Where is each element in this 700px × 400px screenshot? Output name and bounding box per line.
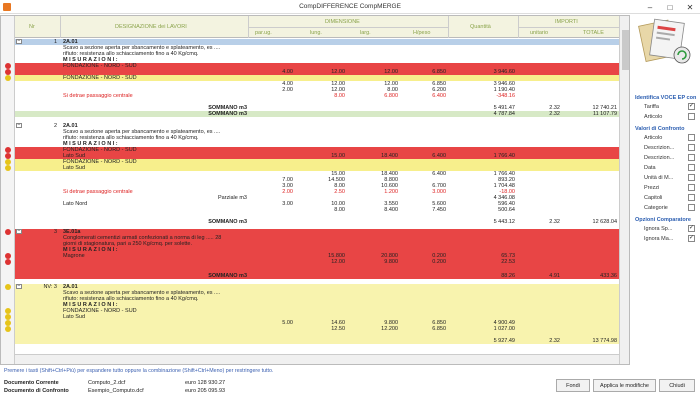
header-designation: DESIGNAZIONE dei LAVORI — [115, 24, 187, 30]
length-value: 15.00 — [331, 153, 345, 159]
partial-label: Parziale m3 — [217, 195, 247, 201]
item-description: giorni di stagionatura, pari a 250 Kg/cmq. per solette. — [63, 241, 193, 247]
header-total: TOTALE — [583, 30, 604, 36]
maximize-button[interactable]: □ — [667, 2, 673, 12]
option-checkbox[interactable] — [688, 194, 695, 201]
length-value: 12.00 — [331, 81, 345, 87]
header-larg: larg. — [360, 30, 371, 36]
quantity-value: 3 946.60 — [493, 81, 515, 87]
length-value: 10.00 — [331, 201, 345, 207]
width-value: 18.400 — [381, 153, 398, 159]
header-lung: lung. — [310, 30, 322, 36]
height-value: 6.200 — [432, 87, 446, 93]
width-value: 8.800 — [384, 177, 398, 183]
height-value: 5.600 — [432, 201, 446, 207]
horizontal-scrollbar[interactable] — [15, 354, 619, 364]
options-section-title: Valori di Confronto — [635, 126, 685, 132]
width-value: 10.600 — [381, 183, 398, 189]
item-description: M I S U R A Z I O N I : — [63, 141, 118, 147]
quantity-value: -18.00 — [499, 189, 515, 195]
width-value: 6.800 — [384, 93, 398, 99]
option-label: Articolo — [644, 135, 663, 141]
item-description: rifiuto: resistenza allo schiacciamento fino a 40 Kg/cmq. — [63, 296, 199, 302]
width-value: 20.800 — [381, 253, 398, 259]
measure-description: FONDAZIONE - NORD - SUD — [63, 147, 137, 153]
length-value: 14.60 — [331, 320, 345, 326]
length-value: 15.800 — [328, 253, 345, 259]
unit-price: 2.32 — [549, 338, 560, 344]
compare-document-file: Esempio_Computo.dcf — [88, 388, 144, 394]
measure-description: Lato Sud — [63, 165, 86, 171]
length-value: 12.50 — [331, 326, 345, 332]
header-unit-price: unitario — [530, 30, 549, 36]
measure-description: FONDAZIONE - NORD - SUD — [63, 159, 137, 165]
length-value: 8.00 — [334, 183, 345, 189]
height-value: 6.850 — [432, 326, 446, 332]
option-label: Capitoli — [644, 195, 663, 201]
height-value: 0.200 — [432, 259, 446, 265]
quantity-value: 1 766.40 — [493, 171, 515, 177]
quantity-value: 3 946.60 — [493, 69, 515, 75]
unit-price: 2.32 — [549, 105, 560, 111]
length-value: 12.00 — [331, 69, 345, 75]
width-value: 9.800 — [384, 259, 398, 265]
par-ug-value: 7.00 — [282, 177, 293, 183]
measure-description: FONDAZIONE - NORD - SUD — [63, 308, 137, 314]
item-description: Scavo a sezione aperta per sbancamento e splateamento, es .... — [63, 290, 221, 296]
header-amounts: IMPORTI — [555, 19, 578, 25]
minimize-button[interactable]: – — [647, 2, 653, 12]
header-dimensions: DIMENSIONE — [325, 19, 360, 25]
measure-description: Si detrae passaggio centrale — [63, 189, 133, 195]
item-number: NV: 3 — [43, 284, 57, 290]
item-description: Scavo a sezione aperta per sbancamento e splateamento, es .... — [63, 129, 221, 135]
quantity-value: 22.53 — [501, 259, 515, 265]
width-value: 12.200 — [381, 326, 398, 332]
item-description: rifiuto: resistenza allo schiacciamento fino a 40 Kg/cmq. — [63, 135, 199, 141]
measure-description: Lato Sud — [63, 153, 86, 159]
title-bar — [0, 0, 700, 14]
header-quantity: Quantità — [470, 24, 491, 30]
option-checkbox[interactable] — [688, 184, 695, 191]
option-checkbox[interactable] — [688, 174, 695, 181]
measure-description: FONDAZIONE - NORD - SUD — [63, 75, 137, 81]
length-value: 8.00 — [334, 207, 345, 213]
height-value: 6.850 — [432, 81, 446, 87]
change-marker-icon[interactable] — [5, 284, 11, 290]
height-value: 6.850 — [432, 320, 446, 326]
change-marker-icon[interactable] — [5, 326, 11, 332]
measure-description: Lato Sud — [63, 314, 86, 320]
expand-collapse-hint: Premere i tasti (Shift+Ctrl+Più) per espandere tutto oppure la combinazione (Shift+Ctrl+Meno) per restringere tutto. — [4, 368, 274, 374]
total-amount: 12 628.04 — [592, 219, 617, 225]
par-ug-value: 2.00 — [282, 189, 293, 195]
width-value: 3.550 — [384, 201, 398, 207]
length-value: 12.00 — [331, 87, 345, 93]
grid-header — [15, 16, 619, 38]
total-quantity: 5 443.12 — [493, 219, 515, 225]
par-ug-value: 4.00 — [282, 69, 293, 75]
width-value: 8.00 — [387, 87, 398, 93]
item-code: 2A.01 — [63, 284, 78, 290]
item-description: Scavo a sezione aperta per sbancamento e splateamento, es .... — [63, 45, 221, 51]
current-document-label: Documento Corrente — [4, 380, 59, 386]
total-amount: 12 740.21 — [592, 105, 617, 111]
height-value: 0.200 — [432, 253, 446, 259]
item-code: 2A.01 — [63, 123, 78, 129]
collapse-toggle-icon[interactable]: − — [17, 39, 21, 44]
close-button[interactable]: Chiudi — [659, 379, 695, 392]
option-label: Ignora Sp... — [644, 226, 673, 232]
option-checkbox[interactable] — [688, 134, 695, 141]
length-value: 8.00 — [334, 93, 345, 99]
item-description: Conglomerati cementizi armati confezionati a norma di leg ..... 28 — [63, 235, 222, 241]
measure-description: Si detrae passaggio centrale — [63, 93, 133, 99]
option-label: Data — [644, 165, 656, 171]
options-section-title: Opzioni Comparatore — [635, 217, 691, 223]
quantity-value: 596.40 — [498, 201, 515, 207]
quantity-value: 893.20 — [498, 177, 515, 183]
compare-document-label: Documento di Confronto — [4, 388, 69, 394]
option-label: Descrizion... — [644, 155, 675, 161]
window-title: CompDIFFERENCE CompMERGE — [299, 3, 401, 10]
item-number: 1 — [53, 39, 57, 45]
table-row[interactable] — [15, 265, 619, 273]
option-checkbox[interactable]: ✓ — [689, 225, 695, 231]
quantity-value: 4 900.49 — [493, 320, 515, 326]
par-ug-value: 4.00 — [282, 81, 293, 87]
option-checkbox[interactable] — [688, 144, 695, 151]
scroll-thumb[interactable] — [622, 30, 630, 70]
option-checkbox[interactable] — [688, 164, 695, 171]
total-quantity: 4 787.84 — [493, 111, 515, 117]
height-value: 6.400 — [432, 153, 446, 159]
unit-price: 4.91 — [549, 273, 560, 279]
option-label: Tariffa — [644, 104, 659, 110]
item-description: rifiuto: resistenza allo schiacciamento fino a 40 Kg/cmq. — [63, 51, 199, 57]
option-label: Articolo — [644, 114, 663, 120]
option-checkbox[interactable] — [688, 154, 695, 161]
width-value: 12.00 — [384, 69, 398, 75]
item-description: M I S U R A Z I O N I : — [63, 57, 118, 63]
length-value: 15.00 — [331, 171, 345, 177]
height-value: 7.450 — [432, 207, 446, 213]
item-number: 3 — [53, 229, 57, 235]
quantity-value: 65.73 — [501, 253, 515, 259]
close-window-button[interactable]: ✕ — [686, 2, 694, 12]
option-label: Ignora Ma... — [644, 236, 674, 242]
item-number: 2 — [53, 123, 57, 129]
item-code: 2A.01 — [63, 39, 78, 45]
collapse-toggle-icon[interactable]: − — [17, 284, 21, 289]
width-value: 8.400 — [384, 207, 398, 213]
total-quantity: 5 491.47 — [493, 105, 515, 111]
total-amount: 13 774.98 — [592, 338, 617, 344]
comparison-grid[interactable] — [0, 15, 630, 365]
collapse-toggle-icon[interactable]: − — [17, 229, 21, 234]
header-par-ug: par.ug. — [255, 30, 272, 36]
par-ug-value: 3.00 — [282, 201, 293, 207]
vertical-scrollbar[interactable] — [619, 16, 630, 365]
width-value: 9.800 — [384, 320, 398, 326]
length-value: 14.500 — [328, 177, 345, 183]
quantity-value: 1 190.40 — [493, 87, 515, 93]
options-section-title: Identifica VOCE EP con — [635, 95, 697, 101]
quantity-value: 1 027.00 — [493, 326, 515, 332]
current-document-amount: euro 128 930.27 — [185, 380, 226, 386]
width-value: 18.400 — [381, 171, 398, 177]
height-value: 3.000 — [432, 189, 446, 195]
merge-button[interactable]: Fondi — [556, 379, 590, 392]
quantity-value: 500.64 — [498, 207, 515, 213]
quantity-value: -348.16 — [496, 93, 515, 99]
height-value: 6.400 — [432, 93, 446, 99]
change-marker-icon[interactable] — [5, 75, 11, 81]
width-value: 1.200 — [384, 189, 398, 195]
length-value: 12.00 — [331, 259, 345, 265]
total-label: SOMMANO m3 — [208, 273, 247, 279]
option-checkbox[interactable]: ✓ — [689, 235, 695, 241]
option-checkbox[interactable]: ✓ — [689, 103, 695, 109]
length-value: 2.50 — [334, 189, 345, 195]
par-ug-value: 5.00 — [282, 320, 293, 326]
option-checkbox[interactable] — [688, 204, 695, 211]
measure-description: Magrone — [63, 253, 85, 259]
total-amount: 11 107.79 — [592, 111, 617, 117]
par-ug-value: 2.00 — [282, 87, 293, 93]
unit-price: 2.32 — [549, 219, 560, 225]
item-code: 3E.01a — [63, 229, 81, 235]
option-label: Prezzi — [644, 185, 660, 191]
height-value: 6.700 — [432, 183, 446, 189]
quantity-value: 4 346.08 — [493, 195, 515, 201]
header-hpeso: H/peso — [413, 30, 431, 36]
unit-price: 2.32 — [549, 111, 560, 117]
compare-documents-icon — [636, 17, 696, 67]
total-quantity: 88.26 — [501, 273, 515, 279]
option-label: Descrizion... — [644, 145, 675, 151]
change-marker-icon[interactable] — [5, 229, 11, 235]
current-document-file: Computo_2.dcf — [88, 380, 126, 386]
total-label: SOMMANO m3 — [208, 219, 247, 225]
table-row[interactable] — [15, 45, 619, 57]
change-marker-icon[interactable] — [5, 165, 11, 171]
row-gutter — [1, 16, 15, 365]
total-amount: 433.36 — [600, 273, 617, 279]
option-label: Unità di M... — [644, 175, 674, 181]
apply-changes-button[interactable]: Applica le modifiche — [593, 379, 656, 392]
header-nr: Nr — [29, 24, 35, 30]
item-description: M I S U R A Z I O N I : — [63, 302, 118, 308]
option-label: Categorie — [644, 205, 668, 211]
total-row[interactable] — [15, 338, 619, 344]
quantity-value: 1 766.40 — [493, 153, 515, 159]
measure-description: FONDAZIONE - NORD - SUD — [63, 63, 137, 69]
item-description: M I S U R A Z I O N I : — [63, 247, 118, 253]
total-label: SOMMANO m3 — [208, 111, 247, 117]
quantity-value: 1 704.48 — [493, 183, 515, 189]
par-ug-value: 3.00 — [282, 183, 293, 189]
options-panel — [632, 15, 700, 365]
total-quantity: 5 927.49 — [493, 338, 515, 344]
total-label: SOMMANO m3 — [208, 105, 247, 111]
table-row[interactable] — [15, 290, 619, 302]
width-value: 12.00 — [384, 81, 398, 87]
option-checkbox[interactable] — [688, 113, 695, 120]
table-row[interactable] — [15, 129, 619, 141]
compare-document-amount: euro 205 095.93 — [185, 388, 226, 394]
table-row[interactable] — [15, 235, 619, 247]
height-value: 6.850 — [432, 69, 446, 75]
measure-description: Lato Nord — [63, 201, 88, 207]
collapse-toggle-icon[interactable]: − — [17, 123, 21, 128]
change-marker-icon[interactable] — [5, 259, 11, 265]
height-value: 6.400 — [432, 171, 446, 177]
